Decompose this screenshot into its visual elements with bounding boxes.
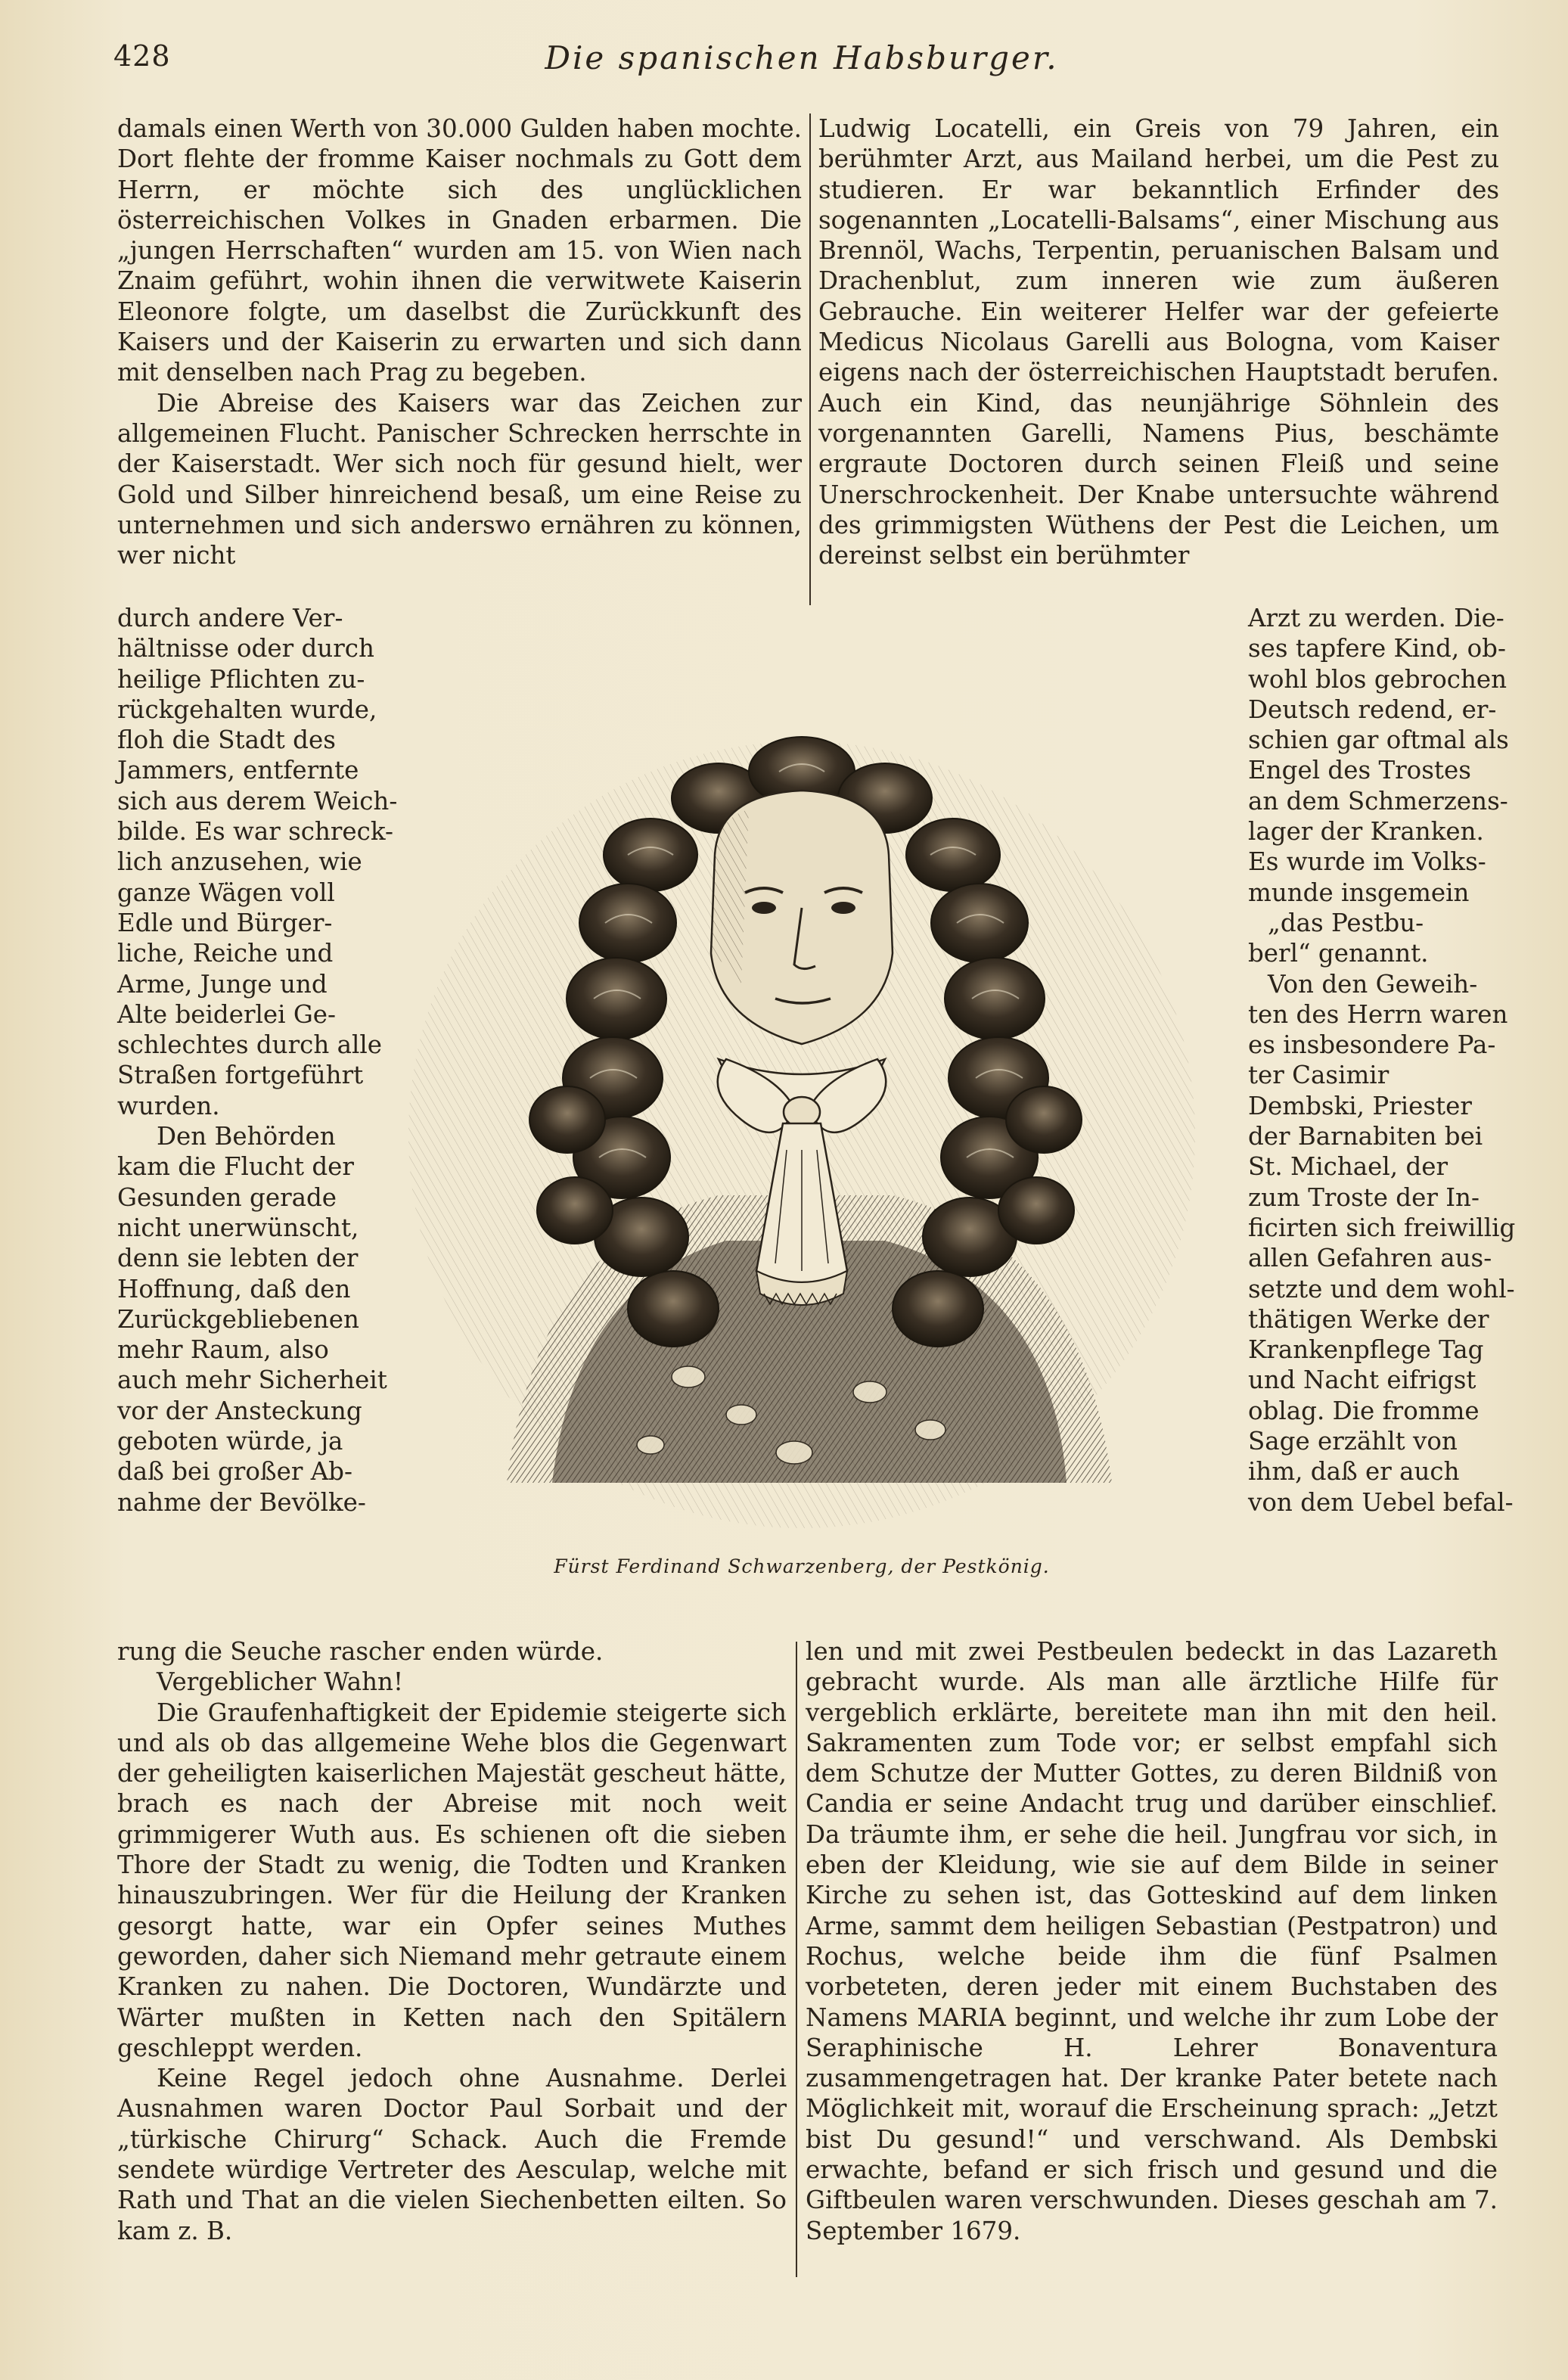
text-line: Jammers, entfernte bbox=[117, 756, 359, 785]
text-line: Von den Geweih- bbox=[1268, 969, 1478, 999]
text-line: Zurückgebliebenen bbox=[117, 1304, 359, 1334]
paragraph: damals einen Werth von 30.000 Gulden haben mochte. Dort flehte der fromme Kaiser nochmals zu Gott dem Herrn, er möchte sich des unglücklichen österreichischen Volkes in Gnaden erbarmen. Die „jungen Herrschaften“ wurden am 15. von Wien nach Znaim geführt, wohin ihnen die verwitwete Kaiserin Eleonore folgte, um daselbst die Zurückkunft des Kaisers und der Kaiserin zu erwarten und sich dann mit denselben nach Prag zu begeben. bbox=[117, 114, 802, 387]
text-line: denn sie lebten der bbox=[117, 1244, 359, 1273]
portrait-illustration bbox=[401, 666, 1203, 1536]
text-line: ses tapfere Kind, ob- bbox=[1248, 634, 1506, 663]
text-line: heilige Pflichten zu- bbox=[117, 664, 365, 694]
text-line: Edle und Bürger- bbox=[117, 908, 333, 937]
text-line: lich anzusehen, wie bbox=[117, 847, 362, 877]
right-column-narrow bbox=[1248, 603, 1516, 1518]
paragraph: len und mit zwei Pestbeulen bedeckt in das Lazareth gebracht wurde. Als man alle ärztliche Hilfe für vergeblich erklärte, bereitete man ihn mit den heil. Sakramenten zum Tode vor; er selbst empfahl sich dem Schutze der Mutter Gottes, zu deren Bildniß von Candia er seine Andacht trug und darüber einschlief. Da träumte ihm, er sehe die heil. Jungfrau vor sich, in eben der Kleidung, wie sie auf dem Bilde in seiner Kirche zu sehen ist, das Gotteskind auf dem linken Arme, sammt dem heiligen Sebastian (Pestpatron) und Rochus, welche beide ihm die fünf Psalmen vorbeteten, deren jeder mit einem Buchstaben des Namens MARIA beginnt, und welche ihr zum Lobe der Seraphinische H. Lehrer Bonaventura zusammengetragen hat. Der kranke Pater betete nach Möglichkeit mit, worauf die Erscheinung sprach: „Jetzt bist Du gesund!“ und verschwand. Als Dembski erwachte, befand er sich frisch und gesund und die Giftbeulen waren verschwunden. Dieses geschah am 7. September 1679. bbox=[806, 1637, 1498, 2245]
text-line: ganze Wägen voll bbox=[117, 878, 335, 907]
text-line: daß bei großer Ab- bbox=[117, 1457, 352, 1487]
text-line: kam die Flucht der bbox=[117, 1152, 354, 1182]
page-number: 428 bbox=[113, 39, 171, 73]
text-line: Krankenpflege Tag bbox=[1248, 1335, 1484, 1365]
text-line: rückgehalten wurde, bbox=[117, 694, 377, 724]
text-line: floh die Stadt des bbox=[117, 725, 336, 755]
text-line: berl“ genannt. bbox=[1248, 939, 1429, 968]
text-line: schien gar oftmal als bbox=[1248, 725, 1509, 755]
paragraph: rung die Seuche rascher enden würde. bbox=[117, 1637, 604, 1666]
right-column-top bbox=[818, 113, 1499, 570]
text-line: thätigen Werke der bbox=[1248, 1304, 1489, 1334]
text-line: sich aus derem Weich- bbox=[117, 786, 398, 816]
text-line: munde insgemein bbox=[1248, 878, 1470, 907]
right-column-bottom bbox=[806, 1636, 1498, 2246]
text-line: der Barnabiten bei bbox=[1248, 1122, 1483, 1151]
paragraph: Ludwig Locatelli, ein Greis von 79 Jahren, ein berühmter Arzt, aus Mailand herbei, um die Pest zu studieren. Er war bekanntlich Erfinder des sogenannten „Locatelli-Balsams“, einer Mischung aus Brennöl, Wachs, Terpentin, peruanischen Balsam und Drachenblut, zum inneren wie zum äußeren Gebrauche. Ein weiterer Helfer war der gefeierte Medicus Nicolaus Garelli aus Bologna, vom Kaiser eigens nach der österreichischen Hauptstadt berufen. Auch ein Kind, das neunjährige Söhnlein des vorgenannten Garelli, Namens Pius, beschämte ergraute Doctoren durch seinen Fleiß und seine Unerschrockenheit. Der Knabe untersuchte während des grimmigsten Wüthens der Pest die Leichen, um dereinst selbst ein berühmter bbox=[818, 114, 1499, 570]
text-line: oblag. Die fromme bbox=[1248, 1396, 1480, 1425]
left-column-bottom bbox=[117, 1636, 787, 2246]
paragraph: Die Graufenhaftigkeit der Epidemie steigerte sich und als ob das allgemeine Wehe blos die Gegenwart der geheiligten kaiserlichen Majestät gescheut hätte, brach es nach der Abreise mit noch weit grimmigerer Wuth aus. Es schienen oft die sieben Thore der Stadt zu wenig, die Todten und Kranken hinauszubringen. Wer für die Heilung der Kranken gesorgt hatte, war ein Opfer seines Muthes geworden, daher sich Niemand mehr getraute einem Kranken zu nahen. Die Doctoren, Wundärzte und Wärter mußten in Ketten nach den Spitälern geschleppt werden. bbox=[117, 1698, 787, 2062]
text-line: Den Behörden bbox=[157, 1122, 336, 1151]
text-line: „das Pestbu- bbox=[1268, 908, 1424, 937]
text-line: ten des Herrn waren bbox=[1248, 999, 1508, 1029]
text-line: von dem Uebel befal- bbox=[1248, 1487, 1514, 1517]
text-line: lager der Kranken. bbox=[1248, 817, 1484, 847]
text-line: durch andere Ver- bbox=[117, 604, 343, 632]
text-line: ter Casimir bbox=[1248, 1061, 1389, 1090]
text-line: setzte und dem wohl- bbox=[1248, 1274, 1515, 1303]
paragraph: Keine Regel jedoch ohne Ausnahme. Derlei Ausnahmen waren Doctor Paul Sorbait und der „türkische Chirurg“ Schack. Auch die Fremde sendete würdige Vertreter des Aesculap, welche mit Rath und That an die vielen Siechenbetten eilten. So kam z. B. bbox=[117, 2064, 787, 2245]
text-line: ihm, daß er auch bbox=[1248, 1457, 1460, 1487]
text-line: Dembski, Priester bbox=[1248, 1091, 1472, 1120]
text-line: vor der Ansteckung bbox=[117, 1396, 362, 1425]
text-line: wohl blos gebrochen bbox=[1248, 664, 1507, 694]
text-line: ficirten sich freiwillig bbox=[1248, 1213, 1516, 1242]
text-line: Arzt zu werden. Die- bbox=[1248, 604, 1504, 632]
text-line: zum Troste der In- bbox=[1248, 1182, 1480, 1212]
text-line: Sage erzählt von bbox=[1248, 1427, 1458, 1456]
figure-caption: Fürst Ferdinand Schwarzenberg, der Pestkönig. bbox=[554, 1555, 1050, 1577]
text-line: Engel des Trostes bbox=[1248, 756, 1471, 785]
text-line: bilde. Es war schreck- bbox=[117, 817, 393, 847]
column-rule-top bbox=[809, 113, 811, 605]
text-line: wurden. bbox=[117, 1091, 220, 1120]
text-line: an dem Schmerzens- bbox=[1248, 786, 1508, 816]
text-line: allen Gefahren aus- bbox=[1248, 1244, 1492, 1273]
paragraph: Die Abreise des Kaisers war das Zeichen zur allgemeinen Flucht. Panischer Schrecken herrschte in der Kaiserstadt. Wer sich noch für gesund hielt, wer Gold und Silber hinreichend besaß, um eine Reise zu unternehmen und sich anderswo ernähren zu können, wer nicht bbox=[117, 388, 802, 570]
text-line: Es wurde im Volks- bbox=[1248, 847, 1486, 877]
text-line: schlechtes durch alle bbox=[117, 1030, 383, 1060]
text-line: Arme, Junge und bbox=[117, 969, 328, 999]
page-header bbox=[113, 39, 1490, 85]
text-line: Hoffnung, daß den bbox=[117, 1274, 351, 1303]
text-line: Deutsch redend, er- bbox=[1248, 694, 1497, 724]
text-line: Alte beiderlei Ge- bbox=[117, 999, 337, 1029]
text-line: geboten würde, ja bbox=[117, 1427, 343, 1456]
left-column-top bbox=[117, 113, 802, 570]
text-line: auch mehr Sicherheit bbox=[117, 1366, 387, 1395]
text-line: liche, Reiche und bbox=[117, 939, 334, 968]
portrait-engraving bbox=[401, 666, 1203, 1536]
text-line: hältnisse oder durch bbox=[117, 634, 374, 663]
text-line: es insbesondere Pa- bbox=[1248, 1030, 1496, 1060]
running-title: Die spanischen Habsburger. bbox=[545, 39, 1059, 76]
text-line: mehr Raum, also bbox=[117, 1335, 329, 1365]
text-line: St. Michael, der bbox=[1248, 1152, 1448, 1182]
left-column-narrow bbox=[117, 603, 398, 1518]
paragraph: Vergeblicher Wahn! bbox=[157, 1667, 403, 1697]
text-line: Straßen fortgeführt bbox=[117, 1061, 364, 1090]
text-line: nahme der Bevölke- bbox=[117, 1487, 366, 1517]
text-line: nicht unerwünscht, bbox=[117, 1213, 359, 1242]
column-rule-bottom bbox=[796, 1642, 797, 2277]
text-line: Gesunden gerade bbox=[117, 1182, 337, 1212]
text-line: und Nacht eifrigst bbox=[1248, 1366, 1476, 1395]
